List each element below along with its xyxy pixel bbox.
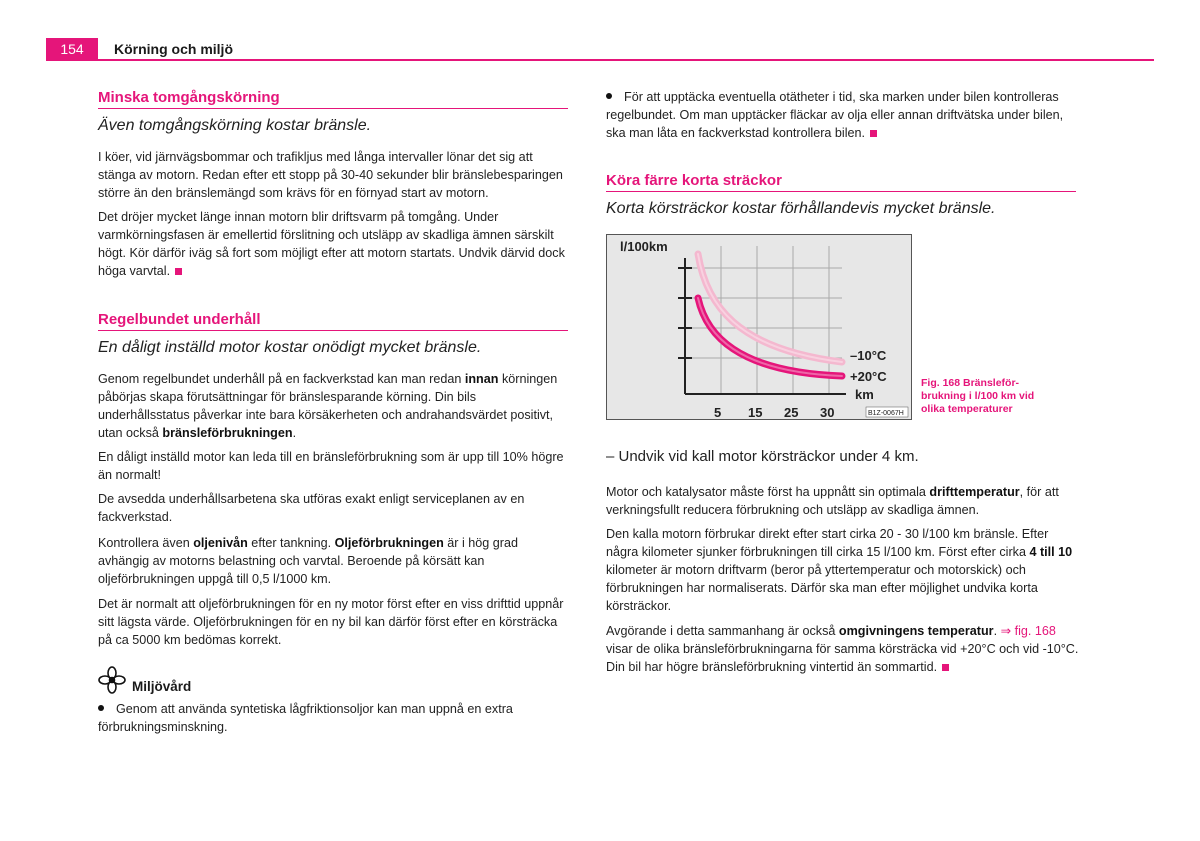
- fuel-consumption-chart: [606, 234, 912, 420]
- paragraph: Den kalla motorn förbrukar direkt efter start cirka 20 - 30 l/100 km bränsle. Efter några kilometer sjunker förbrukningen till cirka 15 l/100 km. Först efter cirka 4 till 10 kilometer är motorn driftvarm (beror på yttertemperatur och motorskick) och förbrukningen har normaliserats. Därför ska man efter möjlighet undvika korta körsträckor.: [606, 527, 1073, 613]
- section-heading-idling: Minska tomgångskörning: [98, 89, 280, 106]
- x-tick-label: 25: [784, 405, 799, 420]
- section-lead: Även tomgångskörning kostar bränsle.: [98, 117, 372, 134]
- paragraph: En dåligt inställd motor kan leda till en bränsleförbrukning som är upp till 10% högre än normalt!: [98, 450, 564, 482]
- paragraph: I köer, vid järnvägsbommar och trafikljus med långa intervaller lönar det sig att stänga av motorn. Redan efter ett stopp på 30-40 sekunder blir bränslebesparingen större än den bränslemängd som krävs för en förnyad start av motorn.: [98, 150, 563, 200]
- series-label-warm: +20°C: [850, 369, 887, 384]
- x-tick-label: 30: [820, 405, 835, 420]
- section-heading-maintenance: Regelbundet underhåll: [98, 311, 261, 328]
- flower-icon: [98, 666, 126, 694]
- series-label-cold: –10°C: [850, 348, 887, 363]
- env-bullet: Genom att använda syntetiska lågfriktionsoljor kan man uppnå en extra förbrukningsminskning.: [98, 702, 513, 734]
- paragraph: Det dröjer mycket länge innan motorn blir driftsvarm på tomgång. Under varmkörningsfasen är emellertid förslitning och utsläpp av skadliga ämnen särskilt högt. Kör därför iväg så fort som möjligt efter att motorn startats. Undvik därvid dock höga varvtal.: [98, 210, 565, 278]
- section-lead: En dåligt inställd motor kostar onödigt mycket bränsle.: [98, 339, 482, 356]
- chapter-title: Körning och miljö: [114, 41, 233, 57]
- figure-reference-link[interactable]: ⇒ fig. 168: [1000, 624, 1056, 638]
- y-axis-label: l/100km: [620, 239, 668, 254]
- page-number: 154: [46, 38, 98, 60]
- end-marker: [175, 268, 182, 275]
- section-heading-short-trips: Köra färre korta sträckor: [606, 172, 782, 189]
- section-rule: [606, 191, 1076, 192]
- figure-code: B1Z-0067H: [868, 410, 904, 417]
- figure-caption: Fig. 168 Bränsleför- brukning i l/100 km vid olika temperaturer: [921, 377, 1035, 415]
- section-rule: [98, 108, 568, 109]
- header-rule: [46, 59, 1154, 61]
- paragraph: Avgörande i detta sammanhang är också omgivningens temperatur. ⇒ fig. 168 visar de olika bränsleförbrukningarna för samma körsträcka vid +20°C och vid -10°C. Din bil har högre bränsleförbrukning vintertid än sommartid.: [606, 624, 1079, 674]
- end-marker: [870, 130, 877, 137]
- end-marker: [942, 664, 949, 671]
- section-rule: [98, 330, 568, 331]
- paragraph: De avsedda underhållsarbetena ska utföras exakt enligt serviceplanen av en fackverkstad.: [98, 492, 525, 524]
- bullet-dot: [98, 705, 104, 711]
- section-lead: Korta körsträckor kostar förhållandevis mycket bränsle.: [606, 200, 996, 217]
- env-heading: Miljövård: [132, 679, 192, 694]
- instruction-item: – Undvik vid kall motor körsträckor under 4 km.: [606, 448, 919, 465]
- paragraph: Genom regelbundet underhåll på en fackverkstad kan man redan innan körningen påbörjas skapa förutsättningar för bränslesparande körning. Din bils underhållsstatus påverkar inte bara körsäkerheten och andrahandsvärdet positivt, utan också bränsleförbrukningen.: [98, 372, 558, 440]
- x-tick-label: 15: [748, 405, 763, 420]
- paragraph: Det är normalt att oljeförbrukningen för en ny motor först efter en viss drifttid uppnår sitt lägsta värde. Oljeförbrukningen för en ny bil kan därför först efter en körsträcka på ca 5000 km bedömas korrekt.: [98, 597, 564, 647]
- paragraph: Kontrollera även oljenivån efter tankning. Oljeförbrukningen är i hög grad avhängig av motorns belastning och varvtal. Beroende på körsätt kan oljeförbrukningen uppgå till 0,5 l/1000 km.: [98, 536, 518, 586]
- paragraph: Motor och katalysator måste först ha uppnått sin optimala drifttemperatur, för att verkningsfullt reducera förbrukning och utsläpp av skadliga ämnen.: [606, 485, 1059, 517]
- bullet-dot: [606, 93, 612, 99]
- x-tick-label: 5: [714, 405, 722, 420]
- bullet-paragraph: För att upptäcka eventuella otätheter i tid, ska marken under bilen kontrolleras regelbundet. Om man upptäcker fläckar av olja eller annan driftvätska under bilen, ska man låta en fackverkstad kontrollera bilen.: [606, 90, 1064, 140]
- x-axis-label: km: [855, 387, 874, 402]
